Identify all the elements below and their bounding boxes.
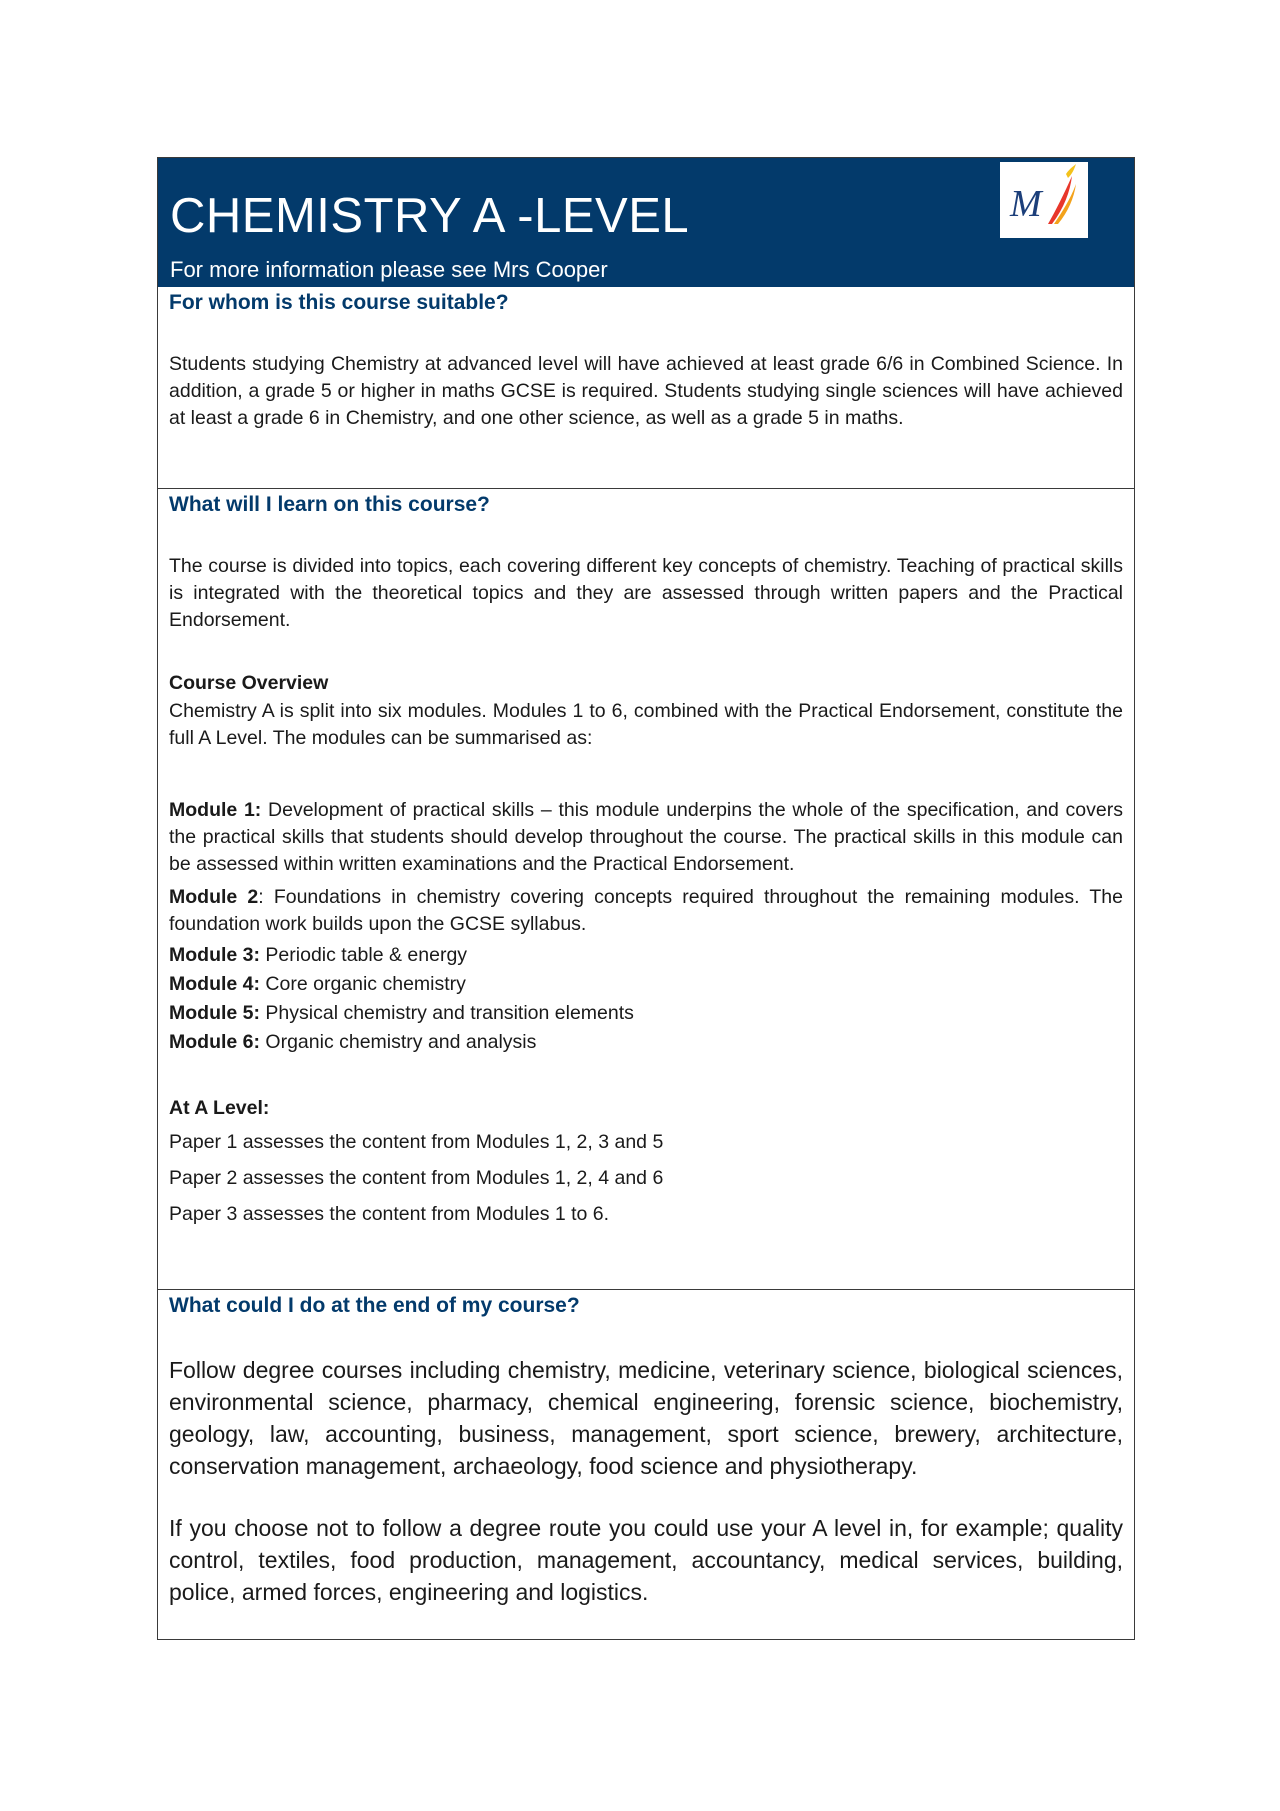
module-label: Module 3: (169, 944, 260, 966)
page-title: CHEMISTRY A -LEVEL (170, 189, 690, 243)
module-4 (169, 971, 1123, 998)
school-logo (1000, 162, 1088, 238)
careers-alternatives: If you choose not to follow a degree route you could use your A level in, for example; quality control, textiles, food production, management, accountancy, medical services, building, police, armed forces, engineering and logistics. (169, 1515, 1123, 1605)
paper-1: Paper 1 assesses the content from Modules 1, 2, 3 and 5 (169, 1131, 664, 1153)
module-text: : Foundations in chemistry covering concepts required throughout the remaining modules. The foundation work builds upon the GCSE syllabus. (169, 886, 1123, 935)
module-text: Core organic chemistry (260, 973, 466, 995)
learning-heading: What will I learn on this course? (169, 493, 490, 516)
suitability-heading: For whom is this course suitable? (169, 291, 509, 314)
learning-intro: The course is divided into topics, each covering different key concepts of chemistry. Teaching of practical skills is integrated with the theoretical topics and they are assessed through written papers and the Practical Endorsement. (169, 555, 1123, 631)
module-text: Organic chemistry and analysis (260, 1031, 537, 1053)
module-6 (169, 1029, 1123, 1056)
course-sheet (157, 157, 1135, 1640)
module-label: Module 6: (169, 1031, 260, 1053)
alevel-title: At A Level: (169, 1097, 270, 1119)
module-3 (169, 942, 1123, 969)
logo-letter: M (1010, 183, 1042, 225)
overview-title: Course Overview (169, 672, 329, 694)
careers-section (158, 1289, 1134, 1639)
overview-body: Chemistry A is split into six modules. Modules 1 to 6, combined with the Practical Endorsement, constitute the full A Level. The modules can be summarised as: (169, 700, 1123, 749)
suitability-body: Students studying Chemistry at advanced level will have achieved at least grade 6/6 in Combined Science. In addition, a grade 5 or higher in maths GCSE is required. Students studying single sciences will have achieved at least a grade 6 in Chemistry, and one other science, as well as a grade 5 in maths. (169, 353, 1123, 429)
module-2 (169, 884, 1123, 938)
module-text: Physical chemistry and transition elements (260, 1002, 634, 1024)
module-label: Module 1: (169, 799, 262, 821)
page-subtitle: For more information please see Mrs Cooper (170, 257, 608, 282)
school-logo-icon (1000, 162, 1088, 238)
module-text: Periodic table & energy (260, 944, 468, 966)
suitability-section (158, 287, 1134, 488)
module-1 (169, 797, 1123, 878)
paper-3: Paper 3 assesses the content from Modules 1 to 6. (169, 1203, 610, 1225)
learning-section (158, 488, 1134, 1289)
careers-heading: What could I do at the end of my course? (169, 1294, 580, 1317)
module-5 (169, 1000, 1123, 1027)
paper-2: Paper 2 assesses the content from Modules 1, 2, 4 and 6 (169, 1167, 664, 1189)
header-banner (158, 158, 1134, 287)
module-label: Module 5: (169, 1002, 260, 1024)
careers-degrees: Follow degree courses including chemistry, medicine, veterinary science, biological sciences, environmental science, pharmacy, chemical engineering, forensic science, biochemistry, geology, law, accounting, business, management, sport science, brewery, architecture, conservation management, archaeology, food science and physiotherapy. (169, 1357, 1123, 1479)
module-text: Development of practical skills – this module underpins the whole of the specification, and covers the practical skills that students should develop throughout the course. The practical skills in this module can be assessed within written examinations and the Practical Endorsement. (169, 799, 1123, 875)
module-label: Module 2 (169, 886, 259, 908)
module-label: Module 4: (169, 973, 260, 995)
